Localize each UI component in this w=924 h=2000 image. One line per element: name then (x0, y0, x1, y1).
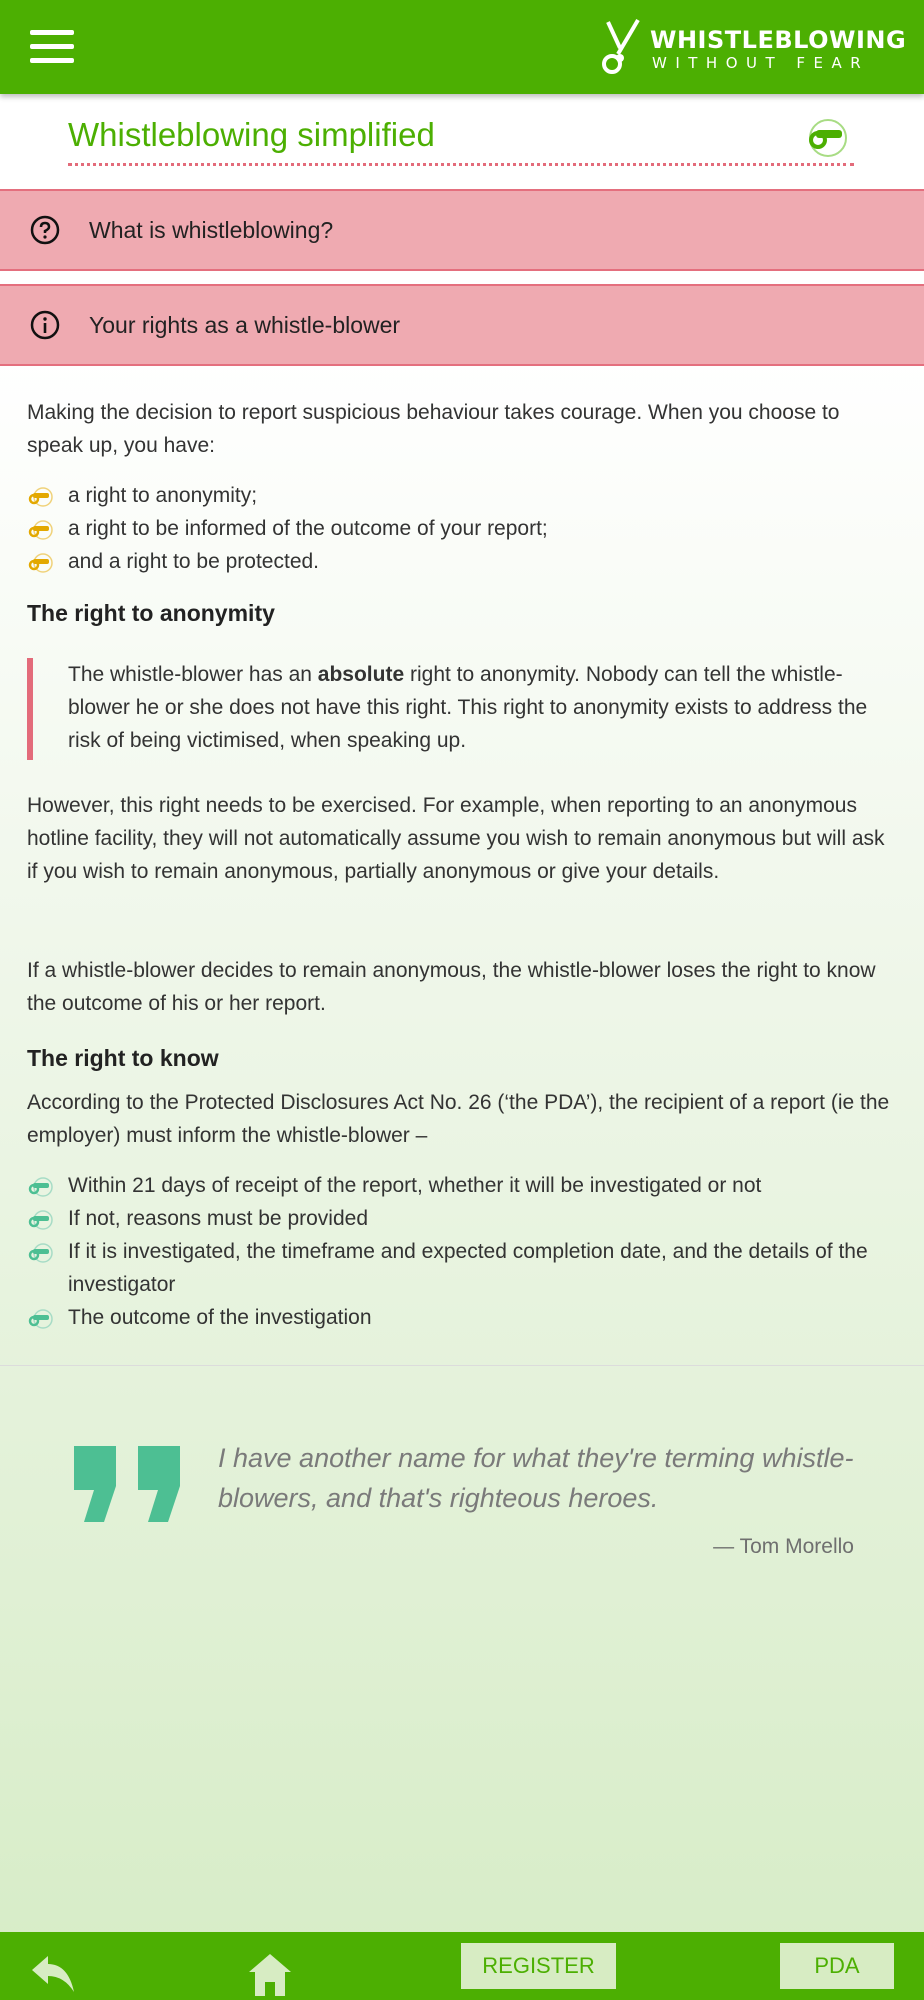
list-item: If it is investigated, the timeframe and expected completion date, and the details of the investigator (27, 1235, 897, 1301)
whistle-bullet-icon (27, 487, 53, 507)
logo[interactable] (594, 18, 907, 76)
register-button[interactable]: REGISTER (461, 1943, 616, 1989)
heading-right-to-know: The right to know (27, 1045, 219, 1071)
whistle-bullet-icon (27, 520, 53, 540)
home-icon[interactable] (247, 1952, 293, 1996)
question-circle-icon (30, 215, 60, 245)
info-circle-icon (30, 310, 60, 340)
back-arrow-icon[interactable] (30, 1954, 76, 1994)
page-title-bar (68, 112, 854, 166)
rights-content (0, 368, 924, 1366)
logo-subtitle: WITHOUT FEAR (652, 54, 870, 72)
heading-right-to-anonymity: The right to anonymity (27, 600, 275, 626)
pda-button[interactable]: PDA (780, 1943, 894, 1989)
list-item: a right to be informed of the outcome of your report; (27, 512, 897, 545)
quote-text: I have another name for what they're terming whistle-blowers, and that's righteous heroes. (218, 1443, 854, 1513)
accordion-label: What is whistleblowing? (89, 217, 334, 243)
quote-mark-icon (74, 1446, 184, 1522)
accordion-your-rights[interactable] (0, 284, 924, 366)
list-item: The outcome of the investigation (27, 1301, 897, 1334)
whistle-bullet-icon (27, 1243, 53, 1263)
paragraph-lose-right: If a whistle-blower decides to remain anonymous, the whistle-blower loses the right to know the outcome of his or her report. (27, 959, 876, 1015)
quote-author: — Tom Morello (713, 1535, 854, 1558)
whistle-icon (804, 118, 848, 158)
blockquote (27, 658, 897, 760)
accordion-label: Your rights as a whistle-blower (89, 312, 401, 338)
intro-text: Making the decision to report suspicious behaviour takes courage. When you choose to speak up, you have: (27, 401, 840, 457)
paragraph-pda: According to the Protected Disclosures Act No. 26 (‘the PDA’), the recipient of a report (ie the employer) must inform the whistle-blower – (27, 1091, 890, 1147)
blockquote-text: The whistle-blower has an absolute right to anonymity. Nobody can tell the whistle-blower he or she does not have this right. This right to anonymity exists to address the risk of being victimised, when speaking up. (68, 663, 868, 752)
bottom-nav (0, 1932, 924, 2000)
whistle-bullet-icon (27, 1177, 53, 1197)
logo-title: WHISTLEBLOWING (650, 26, 907, 54)
list-item: and a right to be protected. (27, 545, 897, 578)
whistle-bullet-icon (27, 1210, 53, 1230)
accordion-what-is-whistleblowing[interactable] (0, 189, 924, 271)
page-title: Whistleblowing simplified (68, 116, 435, 153)
list-item: If not, reasons must be provided (27, 1202, 897, 1235)
whistle-bullet-icon (27, 1309, 53, 1329)
whistle-bullet-icon (27, 553, 53, 573)
paragraph-exercise: However, this right needs to be exercised. For example, when reporting to an anonymous hotline facility, they will not automatically assume you wish to remain anonymous but will ask if you wish to remain anonymous, partially anonymous or give your details. (27, 794, 885, 883)
list-item: a right to anonymity; (27, 479, 897, 512)
app-header (0, 0, 924, 94)
whistle-logo-icon (594, 18, 646, 76)
menu-icon[interactable] (30, 30, 74, 64)
list-item: Within 21 days of receipt of the report, whether it will be investigated or not (27, 1169, 897, 1202)
